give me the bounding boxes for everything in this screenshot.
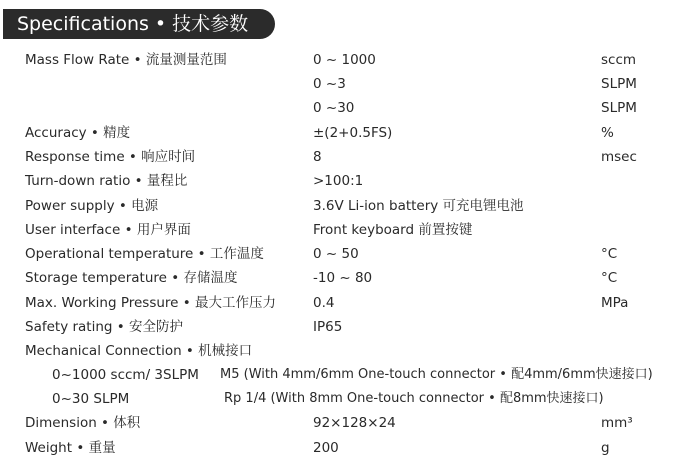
spec-value: Rp 1/4 (With 8mm One-touch connector • 配8mm快速接口) [224, 391, 604, 406]
spec-row-connection-slpm [0, 388, 678, 410]
spec-unit: % [601, 125, 614, 141]
spec-unit: °C [601, 270, 618, 286]
spec-value: >100:1 [313, 173, 364, 189]
spec-value: 200 [313, 440, 339, 456]
spec-unit: MPa [601, 295, 629, 311]
spec-label: Safety rating • 安全防护 [25, 319, 184, 335]
spec-label: Operational temperature • 工作温度 [25, 246, 264, 262]
spec-value: 92×128×24 [313, 415, 396, 431]
spec-value: 8 [313, 149, 322, 165]
spec-row-power-supply [0, 195, 678, 217]
spec-label: Turn-down ratio • 量程比 [25, 173, 188, 189]
spec-value: Front keyboard 前置按键 [313, 222, 473, 238]
spec-sub-label: 0~30 SLPM [52, 391, 130, 407]
spec-unit: sccm [601, 52, 637, 68]
spec-value: 0.4 [313, 295, 335, 311]
spec-row-weight [0, 437, 678, 459]
spec-label: Max. Working Pressure • 最大工作压力 [25, 295, 277, 311]
spec-value: 3.6V Li-ion battery 可充电锂电池 [313, 198, 524, 214]
spec-label: Accuracy • 精度 [25, 125, 131, 141]
spec-row-user-interface [0, 219, 678, 241]
spec-value: 0 ~ 1000 [313, 52, 376, 68]
spec-row-accuracy [0, 122, 678, 144]
spec-sub-label: 0~1000 sccm/ 3SLPM [52, 367, 199, 383]
spec-row-response-time [0, 146, 678, 168]
spec-unit: g [601, 440, 610, 456]
spec-label: Weight • 重量 [25, 440, 116, 456]
spec-row-storage-temperature [0, 267, 678, 289]
spec-value: -10 ~ 80 [313, 270, 373, 286]
spec-value: 0 ~3 [313, 76, 346, 92]
spec-row-mass-flow-rate-3 [0, 97, 678, 119]
spec-row-mechanical-connection [0, 340, 678, 362]
spec-value: M5 (With 4mm/6mm One-touch connector • 配4mm/6mm快速接口) [220, 367, 653, 382]
section-title: Specifications • 技术参数 [17, 13, 249, 35]
spec-value: IP65 [313, 319, 343, 335]
spec-unit: msec [601, 149, 637, 165]
spec-unit: SLPM [601, 76, 637, 92]
spec-row-mass-flow-rate-2 [0, 73, 678, 95]
spec-value: 0 ~30 [313, 100, 355, 116]
spec-row-dimension [0, 412, 678, 434]
spec-label: Mechanical Connection • 机械接口 [25, 343, 253, 359]
spec-unit: °C [601, 246, 618, 262]
spec-row-mass-flow-rate [0, 49, 678, 71]
spec-label: Response time • 响应时间 [25, 149, 196, 165]
spec-row-operational-temperature [0, 243, 678, 265]
spec-row-safety-rating [0, 316, 678, 338]
spec-row-turn-down-ratio [0, 170, 678, 192]
spec-value: ±(2+0.5FS) [313, 125, 393, 141]
spec-label: Mass Flow Rate • 流量测量范围 [25, 52, 227, 68]
spec-row-connection-sccm [0, 364, 678, 386]
spec-label: Dimension • 体积 [25, 415, 141, 431]
spec-unit: mm³ [601, 415, 633, 431]
spec-label: Storage temperature • 存储温度 [25, 270, 238, 286]
spec-label: Power supply • 电源 [25, 198, 159, 214]
spec-label: User interface • 用户界面 [25, 222, 191, 238]
spec-unit: SLPM [601, 100, 637, 116]
spec-value: 0 ~ 50 [313, 246, 359, 262]
section-header [3, 9, 275, 39]
spec-row-max-working-pressure [0, 292, 678, 314]
